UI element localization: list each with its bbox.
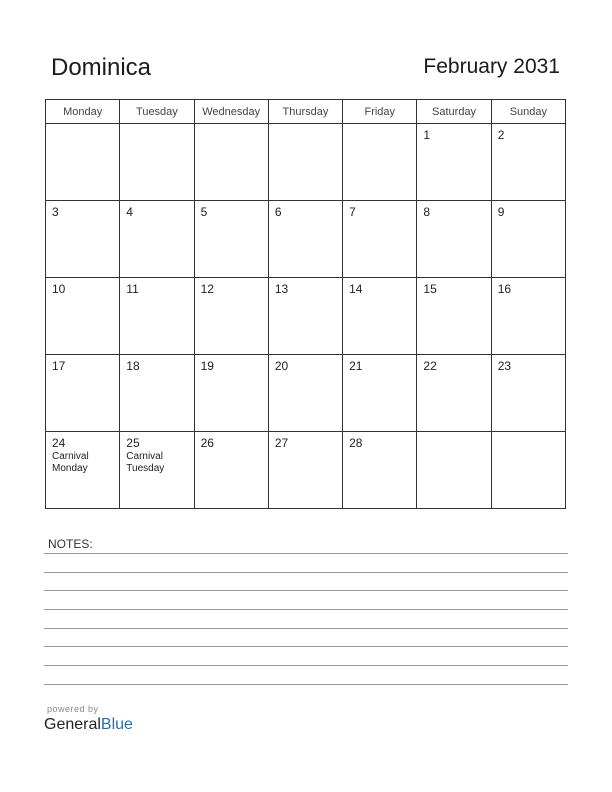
- day-cell: [417, 432, 491, 509]
- day-number: 17: [52, 359, 66, 373]
- note-line: [44, 572, 568, 573]
- week-row: [46, 355, 566, 432]
- day-number: 27: [274, 436, 289, 450]
- day-cell: [120, 124, 194, 201]
- day-cell: [343, 355, 417, 432]
- day-number: 4: [126, 205, 133, 219]
- powered-by-text: powered by: [47, 704, 99, 714]
- day-cell: [417, 201, 491, 278]
- note-line: [44, 590, 568, 591]
- day-cell: [46, 201, 120, 278]
- day-number: 15: [423, 282, 437, 296]
- day-cell: [120, 355, 194, 432]
- day-cell: [120, 278, 194, 355]
- note-line: [44, 665, 568, 666]
- day-number: 11: [126, 282, 139, 296]
- day-cell: [491, 432, 565, 509]
- holiday-label: [120, 449, 193, 475]
- calendar-month-year: February 2031: [423, 55, 560, 78]
- holiday-label: [46, 449, 119, 475]
- day-number: 1: [423, 128, 431, 142]
- day-number: [195, 124, 268, 129]
- day-cell: [491, 278, 565, 355]
- day-number: 2: [497, 128, 505, 142]
- day-cell: [417, 278, 491, 355]
- notes-label: NOTES:: [48, 537, 93, 551]
- day-cell: [46, 355, 120, 432]
- weekday-saturday: Saturday: [417, 100, 491, 124]
- day-number: 21: [349, 359, 363, 373]
- day-number: 23: [497, 359, 512, 373]
- note-line: [44, 684, 568, 685]
- day-cell: [417, 124, 491, 201]
- holiday-label-line: Tuesday: [126, 463, 165, 474]
- day-number: 18: [126, 359, 140, 373]
- note-line: [44, 553, 568, 554]
- day-number: 16: [497, 282, 512, 296]
- day-number: [343, 124, 416, 129]
- day-number: 25: [126, 436, 140, 450]
- day-cell: [194, 432, 268, 509]
- day-cell: [46, 432, 120, 509]
- brand-name-second: Blue: [100, 716, 133, 733]
- day-cell: [268, 278, 342, 355]
- day-number: 7: [349, 205, 356, 219]
- day-number: [417, 432, 490, 437]
- day-cell: [120, 201, 194, 278]
- brand-logo: [44, 716, 133, 734]
- day-number: 10: [52, 282, 66, 296]
- day-cell: [491, 355, 565, 432]
- holiday-label-line: Monday: [52, 463, 88, 474]
- day-cell: [268, 432, 342, 509]
- day-number: 20: [274, 359, 289, 373]
- day-number: 24: [52, 436, 66, 450]
- weekday-sunday: Sunday: [491, 100, 565, 124]
- day-number: 9: [497, 205, 505, 219]
- week-row: [46, 124, 566, 201]
- day-number: 6: [274, 205, 282, 219]
- day-number: [269, 124, 342, 129]
- day-cell: [491, 201, 565, 278]
- weekday-wednesday: Wednesday: [194, 100, 268, 124]
- day-number: 19: [200, 359, 214, 373]
- note-line: [44, 628, 568, 629]
- week-row: [46, 278, 566, 355]
- day-cell: [343, 124, 417, 201]
- day-number: 12: [200, 282, 214, 296]
- day-number: 13: [274, 282, 289, 296]
- note-line: [44, 609, 568, 610]
- week-row: [46, 201, 566, 278]
- holiday-label-line: Carnival: [126, 451, 163, 462]
- day-cell: [120, 432, 194, 509]
- calendar-grid: [45, 99, 566, 509]
- day-number: 5: [200, 205, 208, 219]
- day-cell: [268, 124, 342, 201]
- day-cell: [491, 124, 565, 201]
- day-cell: [46, 124, 120, 201]
- weekday-tuesday: Tuesday: [120, 100, 194, 124]
- day-cell: [268, 355, 342, 432]
- day-cell: [194, 124, 268, 201]
- day-number: 22: [423, 359, 437, 373]
- day-number: [120, 124, 193, 129]
- holiday-label-line: Carnival: [52, 451, 89, 462]
- day-number: 8: [423, 205, 431, 219]
- calendar-country-title: Dominica: [51, 54, 152, 81]
- day-cell: [194, 278, 268, 355]
- day-number: [46, 124, 119, 129]
- brand-name-first: General: [44, 716, 101, 733]
- day-number: 26: [200, 436, 214, 450]
- weekday-monday: Monday: [46, 100, 120, 124]
- weekday-thursday: Thursday: [268, 100, 342, 124]
- day-cell: [417, 355, 491, 432]
- day-number: 14: [349, 282, 363, 296]
- day-number: [492, 432, 565, 437]
- day-cell: [46, 278, 120, 355]
- note-line: [44, 646, 568, 647]
- day-cell: [194, 355, 268, 432]
- day-cell: [268, 201, 342, 278]
- day-cell: [343, 432, 417, 509]
- day-cell: [343, 201, 417, 278]
- weekday-friday: Friday: [343, 100, 417, 124]
- week-row: [46, 432, 566, 509]
- day-cell: [343, 278, 417, 355]
- weekday-header-row: [46, 100, 566, 124]
- day-number: 3: [52, 205, 59, 219]
- day-cell: [194, 201, 268, 278]
- day-number: 28: [349, 436, 363, 450]
